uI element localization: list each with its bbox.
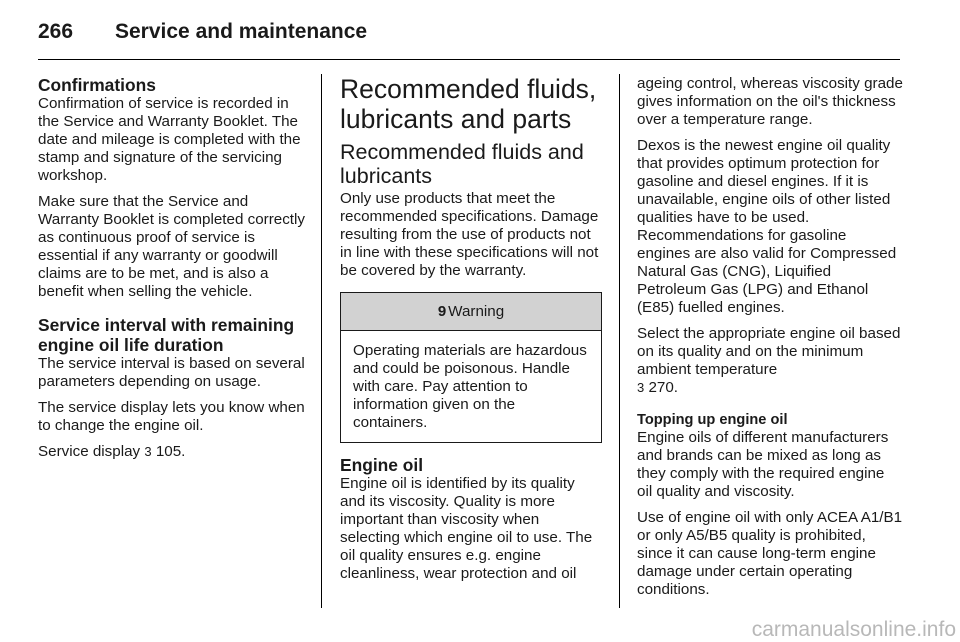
page-header — [38, 18, 900, 58]
column-divider-1 — [321, 74, 322, 608]
topping-up-heading: Topping up engine oil — [637, 412, 788, 428]
service-display-ref-page[interactable]: 105. — [155, 443, 186, 460]
engine-oil-heading: Engine oil — [340, 455, 424, 475]
warning-title: Warning — [448, 303, 505, 320]
warning-header — [341, 293, 601, 331]
column-divider-2 — [619, 74, 620, 608]
watermark: carmanualsonline.info — [751, 618, 956, 641]
service-interval-paragraph-1: The service interval is based on several parameters depending on usage. — [38, 355, 305, 390]
service-display-ref-text: Service display — [38, 443, 141, 460]
dexos-paragraph: Dexos is the newest engine oil quality that provides optimum protection for gasoline and diesel engines. If it is unavailable, engine oils of other listed qualities have to be used. Recommendations for gasoline engines are also valid for Compressed Natural Gas (CNG), Liquified Petroleum Gas (LPG) and Ethanol (E85) fuelled engines. — [637, 137, 897, 316]
page-number: 266 — [38, 20, 74, 43]
fluids-intro-paragraph: Only use products that meet the recommended specifications. Damage resulting from the use of products not in line with these specifications will not be covered by the warranty. — [340, 190, 599, 279]
warning-triangle-icon: 9 — [437, 303, 447, 320]
column-middle — [340, 75, 602, 591]
fluids-lubricants-heading: Recommended fluids and lubricants — [340, 140, 584, 188]
select-oil-text: Select the appropriate engine oil based on its quality and on the minimum ambient temperature — [637, 325, 901, 378]
page-title: Service and maintenance — [115, 20, 368, 43]
confirmations-paragraph-2: Make sure that the Service and Warranty Booklet is completed correctly as continuous proof of service is essential if any warranty or goodwill claims are to be met, and is also a benefit when selling the vehicle. — [38, 193, 305, 300]
header-divider — [38, 59, 900, 60]
service-interval-paragraph-2: The service display lets you know when to change the engine oil. — [38, 399, 305, 434]
service-display-reference — [38, 443, 310, 461]
page-ref-arrow-icon: 3 — [637, 380, 645, 395]
column-right — [637, 75, 903, 607]
select-oil-paragraph — [637, 325, 903, 397]
column-left — [38, 75, 310, 469]
oil-continuation-paragraph: ageing control, whereas viscosity grade gives information on the oil's thickness over a temperature range. — [637, 75, 903, 128]
engine-oil-paragraph: Engine oil is identified by its quality and its viscosity. Quality is more important than viscosity when selecting which engine oil to use. The oil quality ensures e.g. engine cleanliness, wear protection and oil — [340, 475, 593, 582]
topping-up-paragraph-2: Use of engine oil with only ACEA A1/B1 or only A5/B5 quality is prohibited, since it can cause long-term engine damage under certain operating conditions. — [637, 509, 903, 598]
warning-body: Operating materials are hazardous and could be poisonous. Handle with care. Pay attention to information given on the containers. — [353, 342, 587, 431]
service-interval-heading: Service interval with remaining engine oil life duration — [38, 315, 295, 355]
page-ref-arrow-icon: 3 — [144, 444, 152, 459]
confirmations-paragraph-1: Confirmation of service is recorded in the Service and Warranty Booklet. The date and mileage is completed with the stamp and signature of the servicing workshop. — [38, 95, 301, 184]
main-section-heading: Recommended fluids, lubricants and parts — [340, 74, 597, 134]
confirmations-heading: Confirmations — [38, 75, 156, 95]
warning-box — [340, 292, 602, 443]
topping-up-paragraph-1: Engine oils of different manufacturers and brands can be mixed as long as they comply with the required engine oil quality and viscosity. — [637, 429, 889, 500]
select-oil-ref-page[interactable]: 270. — [648, 379, 679, 396]
